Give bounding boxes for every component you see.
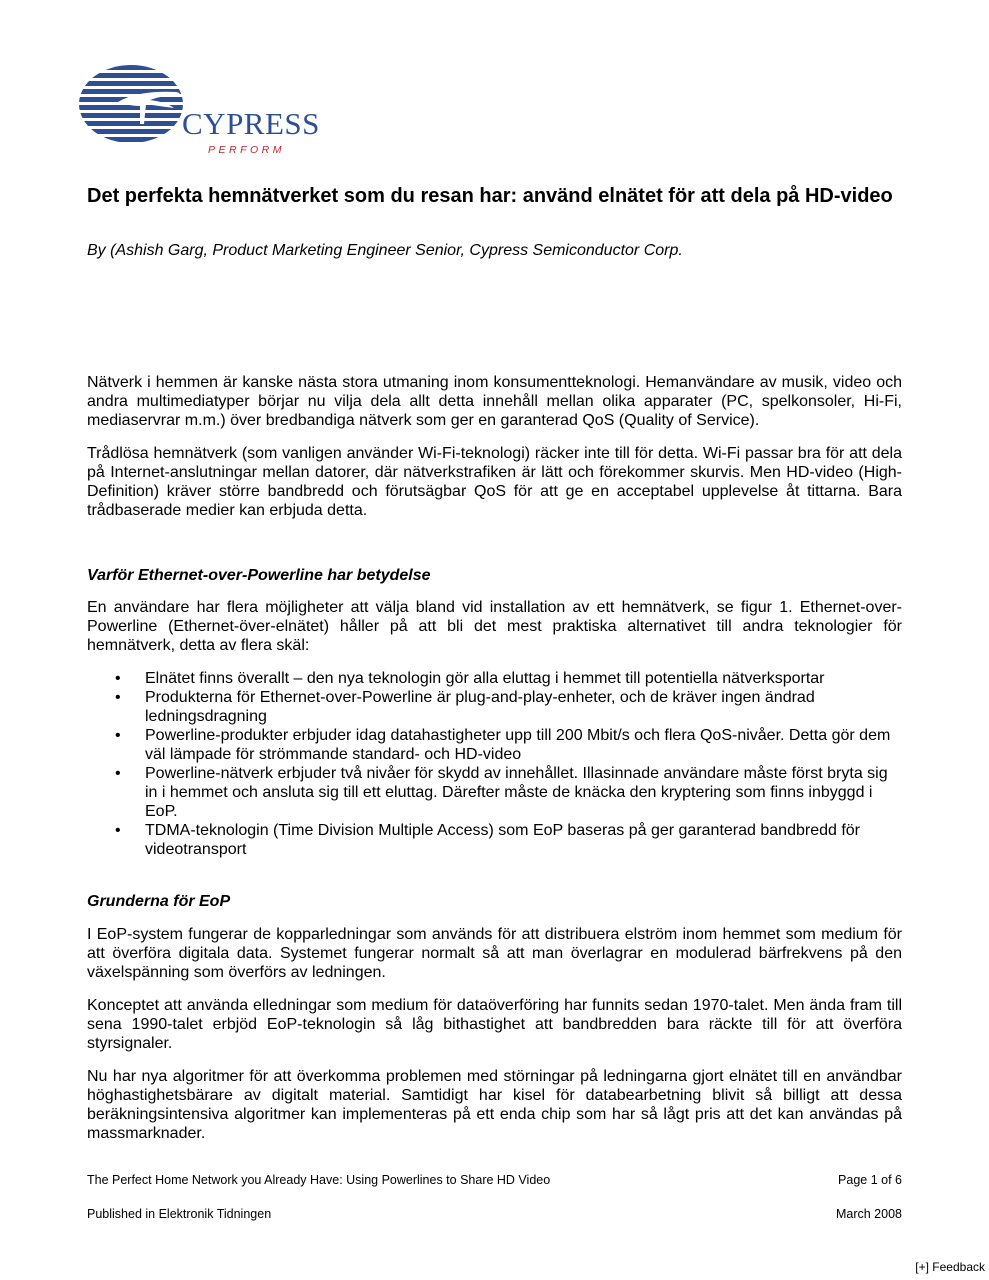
list-item: • Powerline-nätverk erbjuder två nivåer för skydd av innehållet. Illasinnade användare måste först bryta sig in i hemmet och ansluta sig till ett eluttag. Därefter måste de knäcka den kryptering som finns inbyggd i EoP. <box>115 765 888 820</box>
section1-paragraph: En användare har flera möjligheter att välja bland vid installation av ett hemnätverk, se figur 1. Ethernet-over-Powerline (Ethernet-över-elnätet) håller på att bli det mest praktiska alternativet till andra teknologier för hemnätverk, detta av flera skäl: <box>87 599 902 654</box>
benefits-list <box>87 669 902 859</box>
section-heading-eop-basics: Grunderna för EoP <box>87 893 231 910</box>
footer-doc-title: The Perfect Home Network you Already Have: Using Powerlines to Share HD Video <box>87 1173 551 1187</box>
logo-tagline: PERFORM <box>208 144 285 156</box>
bullet-icon: • <box>115 765 121 782</box>
footer-page-number: Page 1 of 6 <box>838 1173 902 1187</box>
cypress-globe-icon <box>78 62 188 146</box>
section-heading-why-eop: Varför Ethernet-over-Powerline har betydelse <box>87 567 431 584</box>
article-byline: By (Ashish Garg, Product Marketing Engineer Senior, Cypress Semiconductor Corp. <box>87 242 683 259</box>
list-item: • Powerline-produkter erbjuder idag datahastigheter upp till 200 Mbit/s och flera QoS-nivåer. Detta gör dem väl lämpade för strömmande standard- och HD-video <box>115 727 891 763</box>
cypress-logo <box>78 62 318 162</box>
bullet-icon: • <box>115 689 121 706</box>
article-body <box>87 373 902 1143</box>
section2-paragraph-1: I EoP-system fungerar de kopparledningar som används för att distribuera elström inom hemmet som medium för att överföra digitala data. Systemet fungerar normalt så att man överlagrar en modulerad bärfrekvens på den växelspänning som överförs av ledningen. <box>87 926 902 981</box>
section2-paragraph-2: Konceptet att använda elledningar som medium för dataöverföring har funnits sedan 1970-talet. Men ända fram till sena 1990-talet erbjöd EoP-teknologin så låg bithastighet att bandbredden bara räckte till för att överföra styrsignaler. <box>87 997 902 1052</box>
list-item: • TDMA-teknologin (Time Division Multiple Access) som EoP baseras på ger garanterad bandbredd för videotransport <box>115 822 860 858</box>
intro-paragraph-1: Nätverk i hemmen är kanske nästa stora utmaning inom konsumentteknologi. Hemanvändare av musik, video och andra multimediatyper börjar nu vilja dela allt detta innehåll mellan olika apparater (PC, spelkonsoler, Hi-Fi, mediaservrar m.m.) över bredbandiga nätverk som ger en garanterad QoS (Quality of Service). <box>87 374 902 429</box>
list-item: • Elnätet finns överallt – den nya teknologin gör alla eluttag i hemmet till potentiella nätverksportar <box>115 670 825 687</box>
article-title: Det perfekta hemnätverket som du resan har: använd elnätet för att dela på HD-video <box>87 185 893 207</box>
bullet-icon: • <box>115 670 121 687</box>
intro-paragraph-2: Trådlösa hemnätverk (som vanligen använder Wi-Fi-teknologi) räcker inte till för detta. Wi-Fi passar bra för att dela på Internet-anslutningar mellan datorer, där nätverkstrafiken är lätt och förekommer skurvis. Men HD-video (High-Definition) kräver större bandbredd och förutsägbar QoS för att ge en acceptabel upplevelse åt tittarna. Bara trådbaserade medier kan erbjuda detta. <box>87 445 902 519</box>
bullet-icon: • <box>115 822 121 839</box>
footer-publication: Published in Elektronik Tidningen <box>87 1207 272 1221</box>
list-item: • Produkterna för Ethernet-over-Powerline är plug-and-play-enheter, och de kräver ingen ändrad ledningsdragning <box>115 689 815 725</box>
logo-wordmark: CYPRESS <box>182 106 320 141</box>
section2-paragraph-3: Nu har nya algoritmer för att överkomma problemen med störningar på ledningarna gjort elnätet till en användbar höghastighetsbärare av digitalt material. Samtidigt har kisel för databearbetning blivit så billigt att dessa beräkningsintensiva algoritmer kan implementeras på ett enda chip som har så lågt pris att det kan användas på massmarknader. <box>87 1068 902 1142</box>
footer-date: March 2008 <box>835 1207 902 1221</box>
bullet-icon: • <box>115 727 121 744</box>
feedback-link[interactable]: [+] Feedback <box>915 1260 985 1274</box>
